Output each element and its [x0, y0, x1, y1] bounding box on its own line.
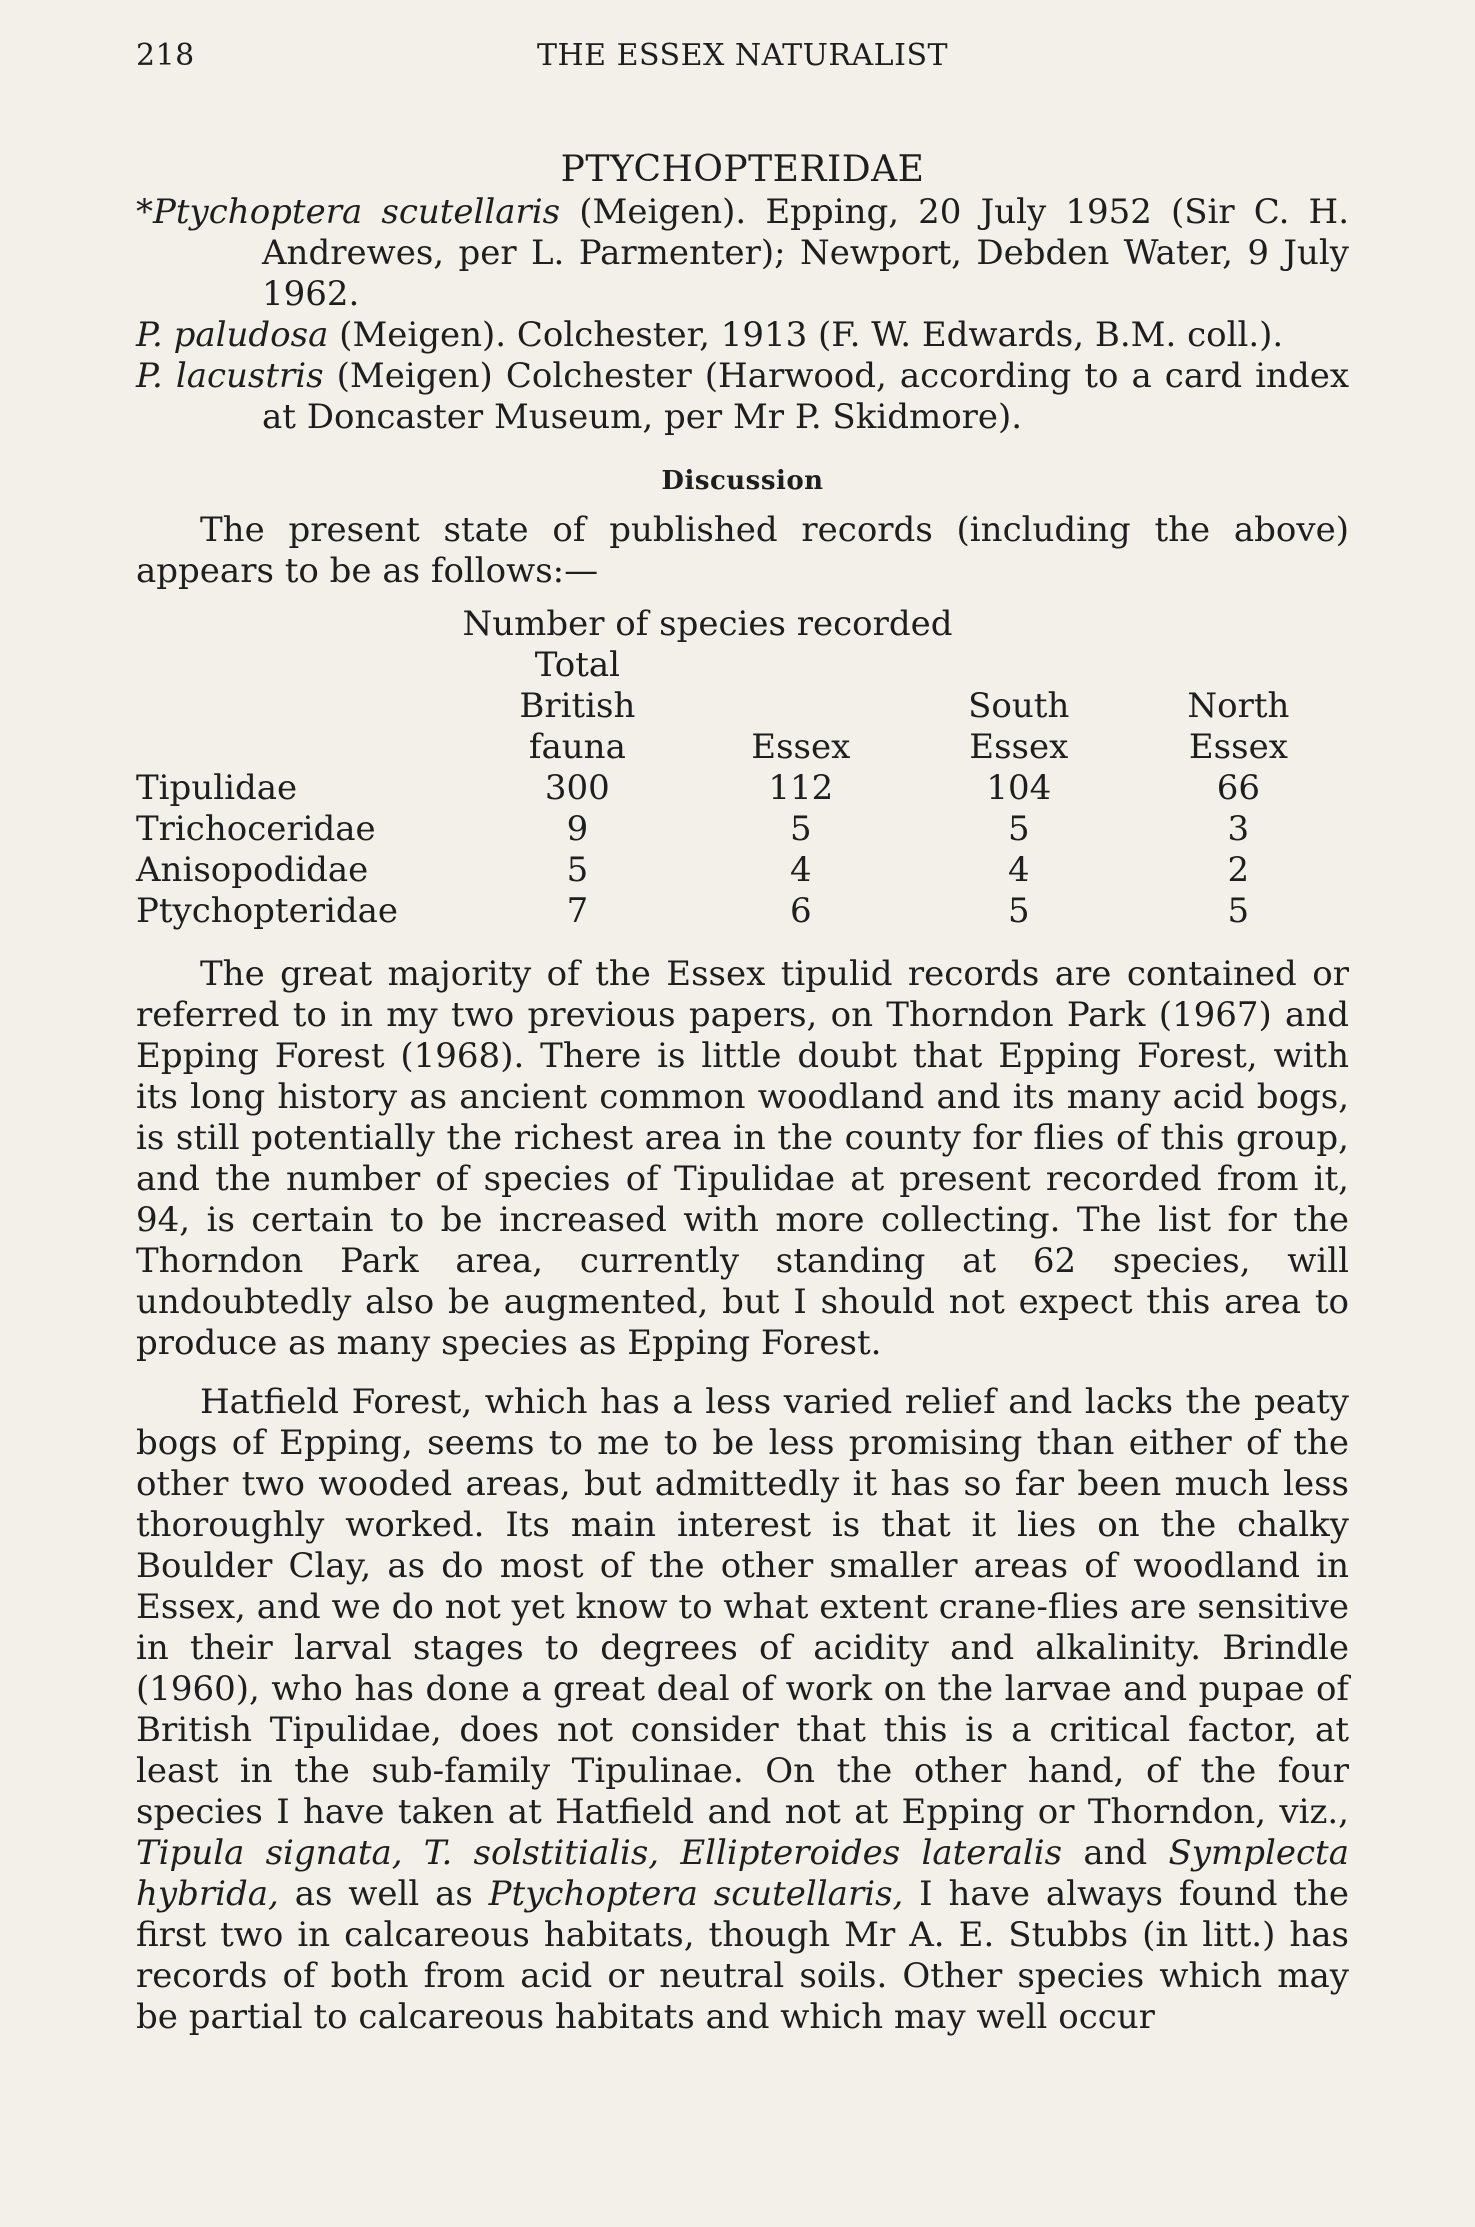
cell-essex: 4 — [789, 850, 812, 890]
cell-total: 300 — [544, 768, 610, 808]
stats-table — [136, 645, 1349, 932]
species-name: *Ptychoptera scutellaris — [136, 192, 561, 232]
table-row — [136, 850, 1349, 891]
discussion-paragraph-1: The great majority of the Essex tipulid records are contained or referred to in my two previous papers, on Thorndon Park (1967) and Epping Forest (1968). There is little doubt that Epping Forest, with its long history as ancient common woodland and its many acid bogs, is still potentially the richest area in the county for flies of this group, and the number of species of Tipulidae at present recorded from it, 94, is certain to be increased with more collecting. The list for the Thorndon Park area, currently standing at 62 species, will undoubtedly also be augmented, but I should not expect this area to produce as many species as Epping Forest. — [136, 954, 1349, 1363]
species-record — [136, 192, 1349, 315]
record-text: (Meigen) Colchester (Harwood, according to a card index at Doncaster Museum, per Mr P. Skidmore). — [262, 356, 1350, 437]
cell-family: Ptychopteridae — [136, 891, 398, 931]
cell-total: 5 — [566, 850, 589, 890]
cell-north-essex: 66 — [1216, 768, 1260, 808]
cell-essex: 6 — [789, 891, 812, 931]
table-header-row — [136, 645, 1349, 768]
paragraph-text: as well as — [278, 1874, 489, 1914]
header-north-essex: North Essex — [1187, 686, 1290, 767]
species-name: Ellipteroides lateralis — [680, 1833, 1063, 1873]
record-text: (Meigen). Epping, 20 July 1952 (Sir C. H. Andrewes, per L. Parmenter); Newport, Debden Water, 9 July 1962. — [262, 192, 1349, 314]
cell-north-essex: 5 — [1227, 891, 1250, 931]
species-name: Symplecta hybrida, — [136, 1833, 1349, 1914]
cell-essex: 112 — [768, 768, 834, 808]
header-total-british-fauna: Total British fauna — [519, 645, 636, 767]
paragraph-text: Hatfield Forest, which has a less varied relief and lacks the peaty bogs of Epping, seems to me to be less promising than either of the other two wooded areas, but admittedly it has so far been much less thoroughly worked. Its main interest is that it lies on the chalky Boulder Clay, as do most of the other smaller areas of woodland in Essex, and we do not yet know to what extent crane-flies are sensitive in their larval stages to degrees of acidity and alkalinity. Brindle (1960), who has done a great deal of work on the larvae and pupae of British Tipulidae, does not consider that this is a critical factor, at least in the sub-family Tipulinae. On the other hand, of the four species I have taken at Hatfield and not at Epping or Thorndon, viz., — [136, 1382, 1349, 1832]
header-essex: Essex — [751, 727, 851, 767]
cell-total: 7 — [566, 891, 589, 931]
discussion-heading: Discussion — [661, 466, 824, 496]
running-head — [136, 38, 1349, 84]
journal-title: THE ESSEX NATURALIST — [536, 38, 949, 73]
header-south-essex: South Essex — [968, 686, 1070, 767]
species-name: Tipula signata, — [136, 1833, 403, 1873]
cell-total: 9 — [566, 809, 589, 849]
cell-family: Trichoceridae — [136, 809, 376, 849]
cell-family: Tipulidae — [136, 768, 298, 808]
cell-essex: 5 — [789, 809, 812, 849]
table-caption: Number of species recorded — [462, 604, 953, 644]
discussion-paragraph-2 — [136, 1382, 1349, 2038]
header-family — [136, 645, 463, 768]
paragraph-text: I have always found the first two in calcareous habitats, though Mr A. E. Stubbs (in litt.) has records of both from acid or neutral soils. Other species which may be partial to calcareous habitats and which may well occur — [136, 1874, 1349, 2037]
cell-south-essex: 5 — [1007, 891, 1030, 931]
cell-south-essex: 4 — [1007, 850, 1030, 890]
species-record — [136, 315, 1349, 356]
cell-south-essex: 5 — [1007, 809, 1030, 849]
species-name: P. paludosa — [136, 315, 329, 355]
record-text: (Meigen). Colchester, 1913 (F. W. Edwards, B.M. coll.). — [328, 315, 1284, 355]
family-heading: PTYCHOPTERIDAE — [560, 149, 925, 190]
page-number: 218 — [136, 38, 195, 73]
paragraph-text: and — [1062, 1833, 1169, 1873]
species-name: Ptychoptera scutellaris, — [488, 1874, 904, 1914]
table-row — [136, 891, 1349, 932]
cell-south-essex: 104 — [986, 768, 1052, 808]
cell-north-essex: 3 — [1227, 809, 1250, 849]
cell-family: Anisopodidae — [136, 850, 369, 890]
species-name: T. solstitialis, — [423, 1833, 660, 1873]
species-count-table — [136, 604, 1349, 932]
table-row — [136, 809, 1349, 850]
cell-north-essex: 2 — [1227, 850, 1250, 890]
species-name: P. lacustris — [136, 356, 324, 396]
species-record — [136, 356, 1349, 438]
discussion-intro: The present state of published records (including the above) appears to be as follows:— — [136, 510, 1349, 591]
table-row — [136, 768, 1349, 809]
